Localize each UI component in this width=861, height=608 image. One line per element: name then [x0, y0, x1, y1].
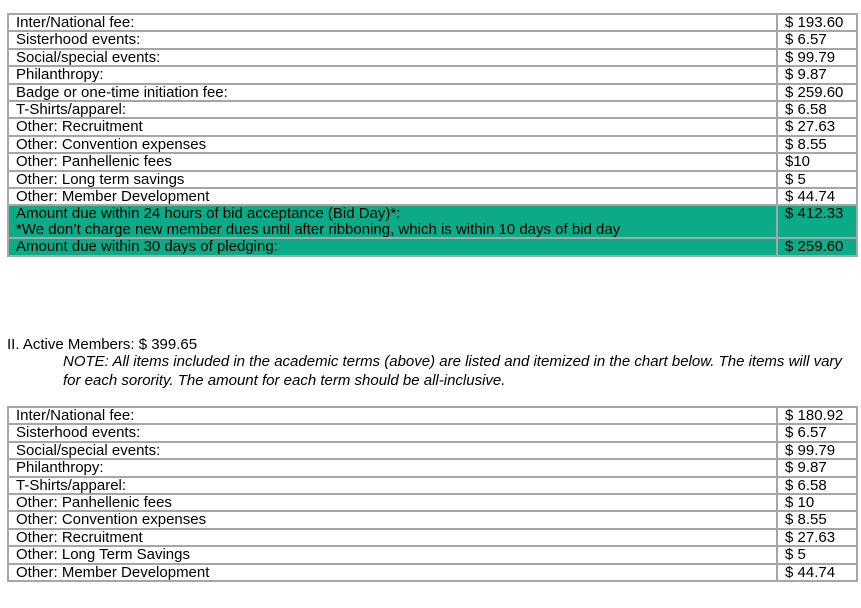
fee-item-label: Social/special events: — [8, 49, 777, 66]
fee-item-amount: $ 9.87 — [777, 459, 857, 476]
table-row — [8, 118, 857, 135]
bid-day-due-amount: $ 412.33 — [777, 205, 857, 238]
fee-item-amount: $ 8.55 — [777, 511, 857, 528]
table-row — [8, 564, 857, 581]
pledging-due-row — [8, 238, 857, 255]
fee-item-label: Other: Member Development — [8, 188, 777, 205]
fee-item-amount: $ 99.79 — [777, 442, 857, 459]
fee-item-amount: $ 27.63 — [777, 118, 857, 135]
table-row — [8, 31, 857, 48]
table-row — [8, 529, 857, 546]
fee-item-amount: $ 6.58 — [777, 101, 857, 118]
active-member-fee-table — [7, 406, 858, 582]
fee-item-label: T-Shirts/apparel: — [8, 477, 777, 494]
active-members-note: NOTE: All items included in the academic terms (above) are listed and itemized in the chart below. The items will vary for each sorority. The amount for each term should be all-inclusive. — [63, 353, 842, 389]
fee-item-amount: $ 44.74 — [777, 564, 857, 581]
fee-item-amount: $ 10 — [777, 494, 857, 511]
fee-item-label: Inter/National fee: — [8, 407, 777, 424]
table-row — [8, 101, 857, 118]
table-row — [8, 14, 857, 31]
fee-item-amount: $ 5 — [777, 546, 857, 563]
fee-item-amount: $ 27.63 — [777, 529, 857, 546]
fee-item-label: Inter/National fee: — [8, 14, 777, 31]
table-row — [8, 459, 857, 476]
bid-day-due-row — [8, 205, 857, 238]
fee-item-label: Other: Panhellenic fees — [8, 153, 777, 170]
bid-day-due-cell — [8, 205, 777, 238]
bid-day-due-label: Amount due within 24 hours of bid acceptance (Bid Day)*: — [16, 205, 401, 223]
fee-item-label: Other: Long term savings — [8, 171, 777, 188]
new-member-fee-table — [7, 13, 858, 257]
table-row — [8, 546, 857, 563]
fee-item-label: Other: Recruitment — [8, 529, 777, 546]
table-row — [8, 511, 857, 528]
fee-item-label: Other: Member Development — [8, 564, 777, 581]
bid-day-due-note: *We don’t charge new member dues until after ribboning, which is within 10 days of bid day — [16, 220, 621, 238]
pledging-due-label: Amount due within 30 days of pledging: — [8, 238, 777, 255]
fee-item-label: Sisterhood events: — [8, 424, 777, 441]
fee-item-label: Badge or one-time initiation fee: — [8, 84, 777, 101]
active-members-heading: II. Active Members: $ 399.65 — [7, 336, 198, 353]
table-row — [8, 494, 857, 511]
fee-item-amount: $ 193.60 — [777, 14, 857, 31]
fee-item-amount: $ 9.87 — [777, 66, 857, 83]
table-row — [8, 49, 857, 66]
fee-item-label: T-Shirts/apparel: — [8, 101, 777, 118]
fee-item-label: Other: Convention expenses — [8, 136, 777, 153]
table-row — [8, 407, 857, 424]
fee-item-amount: $ 99.79 — [777, 49, 857, 66]
fee-item-amount: $ 8.55 — [777, 136, 857, 153]
table-row — [8, 171, 857, 188]
fee-item-amount: $10 — [777, 153, 857, 170]
fee-item-label: Other: Recruitment — [8, 118, 777, 135]
fee-item-label: Other: Panhellenic fees — [8, 494, 777, 511]
pledging-due-amount: $ 259.60 — [777, 238, 857, 255]
fee-item-label: Other: Convention expenses — [8, 511, 777, 528]
table-row — [8, 66, 857, 83]
fee-item-label: Philanthropy: — [8, 66, 777, 83]
fee-item-amount: $ 180.92 — [777, 407, 857, 424]
fee-item-label: Other: Long Term Savings — [8, 546, 777, 563]
fee-item-amount: $ 6.57 — [777, 31, 857, 48]
fee-item-amount: $ 44.74 — [777, 188, 857, 205]
table-row — [8, 477, 857, 494]
table-row — [8, 188, 857, 205]
fee-item-label: Sisterhood events: — [8, 31, 777, 48]
fee-item-amount: $ 5 — [777, 171, 857, 188]
table-row — [8, 136, 857, 153]
table-row — [8, 84, 857, 101]
fee-item-amount: $ 6.58 — [777, 477, 857, 494]
table-row — [8, 424, 857, 441]
fee-item-label: Philanthropy: — [8, 459, 777, 476]
fee-item-label: Social/special events: — [8, 442, 777, 459]
fee-item-amount: $ 6.57 — [777, 424, 857, 441]
table-row — [8, 442, 857, 459]
table-row — [8, 153, 857, 170]
fee-item-amount: $ 259.60 — [777, 84, 857, 101]
